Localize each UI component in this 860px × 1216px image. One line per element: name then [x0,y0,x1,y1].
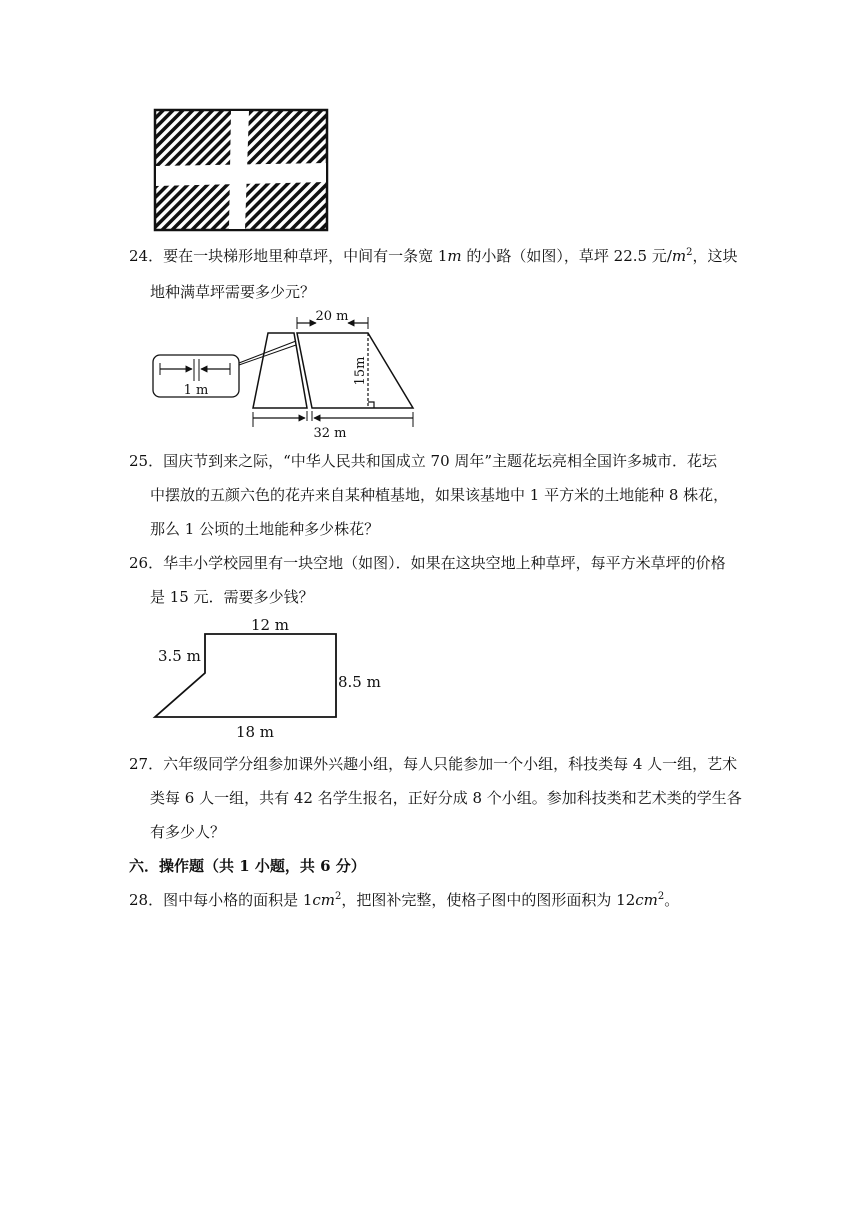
section-6-title: 六．操作题（共 1 小题，共 6 分） [129,857,366,875]
q24-line-2: 地种满草坪需要多少元？ [150,283,316,301]
q26-top-label: 12 m [250,616,290,634]
q25-line-3: 那么 1 公顷的土地能种多少株花？ [150,520,380,538]
q28-line: 28．图中每小格的面积是 $1cm^2$，把图补完整，使格子图中的图形面积为 $12cm^2$。 [129,891,680,909]
q26-line-1: 26．华丰小学校园里有一块空地（如图）．如果在这块空地上种草坪，每平方米草坪的价格 [129,554,726,572]
q26-left-label: 3.5 m [158,647,201,665]
q25-line-2: 中摆放的五颜六色的花卉来自某种植基地，如果该基地中 1 平方米的土地能种 8 株花， [150,486,729,504]
q27-line-1: 27．六年级同学分组参加课外兴趣小组，每人只能参加一个小组，科技类每 4 人一组，艺术 [129,755,738,773]
q27-line-2: 类每 6 人一组，共有 42 名学生报名，正好分成 8 个小组。参加科技类和艺术类的学生各 [150,789,742,807]
q27-line-3: 有多少人？ [150,823,226,841]
q24-line-1: 24．要在一块梯形地里种草坪，中间有一条宽 1m 的小路（如图），草坪 22.5 元$/m^2$，这块 [129,247,738,265]
lawn-shape-figure [150,615,390,745]
q26-line-2: 是 15 元．需要多少钱？ [150,588,314,606]
q24-top-label: 20 m [315,309,349,324]
cross-path-figure [153,108,329,232]
q24-height-label: 15m [353,356,368,386]
q26-right-label: 8.5 m [338,673,381,691]
q24-callout-label: 1 m [183,383,209,398]
q26-bottom-label: 18 m [235,723,275,741]
trapezoid-figure [150,305,420,441]
q24-bottom-label: 32 m [313,426,347,441]
q25-line-1: 25．国庆节到来之际，“中华人民共和国成立 70 周年”主题花坛亮相全国许多城市．花坛 [129,452,718,470]
